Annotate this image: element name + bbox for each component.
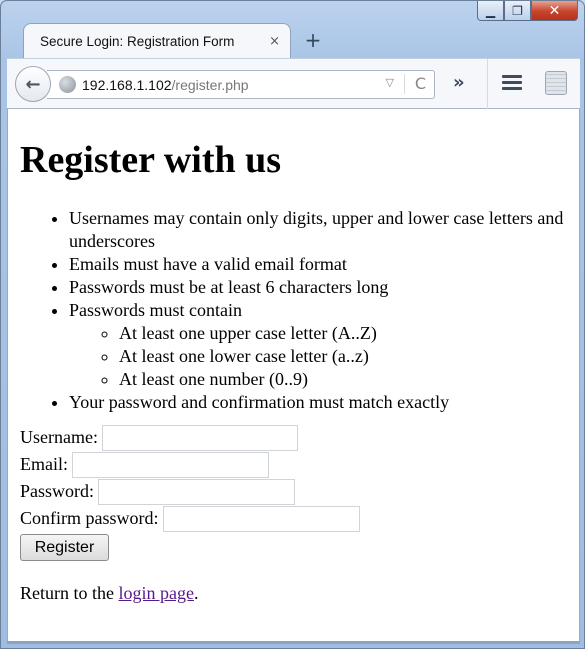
new-tab-button[interactable]: +	[304, 28, 322, 52]
username-label: Username:	[20, 427, 98, 447]
return-suffix: .	[193, 583, 199, 603]
url-dropdown-icon[interactable]: ▽	[385, 76, 394, 89]
confirm-password-row	[20, 505, 579, 532]
toolbar-divider	[487, 59, 488, 109]
page-content	[7, 109, 580, 642]
reload-icon[interactable]: C	[404, 74, 426, 94]
overflow-chevron-icon[interactable]: »	[453, 72, 465, 93]
register-button[interactable]: Register	[20, 534, 109, 561]
return-line	[20, 583, 579, 604]
rule-password-contain-label: Passwords must contain	[69, 300, 242, 320]
rule-password-match: • Your password and confirmation must match exactly	[69, 391, 579, 414]
password-input[interactable]	[98, 479, 295, 505]
window-controls	[477, 1, 578, 21]
hamburger-menu-icon[interactable]	[502, 75, 522, 91]
maximize-button[interactable]: ❐	[504, 1, 531, 21]
rule-password-length: • Passwords must be at least 6 characters long	[69, 276, 579, 299]
back-button[interactable]	[15, 66, 51, 102]
username-input[interactable]	[102, 425, 298, 451]
rule-username: • Usernames may contain only digits, upper and lower case letters and underscores	[69, 207, 579, 253]
return-prefix: Return to the	[20, 583, 119, 603]
tab-close-icon[interactable]: ×	[269, 34, 280, 49]
subrule-uppercase: ◦ At least one upper case letter (A..Z)	[119, 322, 579, 345]
registration-rules-list	[20, 207, 579, 414]
tab-title: Secure Login: Registration Form	[40, 34, 235, 49]
tab-registration[interactable]	[23, 23, 291, 59]
registration-form	[20, 424, 579, 561]
username-row	[20, 424, 579, 451]
addon-keyboard-icon[interactable]	[545, 71, 567, 95]
navigation-toolbar	[7, 58, 580, 109]
email-row	[20, 451, 579, 478]
login-page-link[interactable]: login page	[118, 583, 194, 603]
page-title: Register with us	[20, 139, 282, 181]
rule-email: • Emails must have a valid email format	[69, 253, 579, 276]
subrule-lowercase: ◦ At least one lower case letter (a..z)	[119, 345, 579, 368]
password-label: Password:	[20, 481, 95, 501]
rule-password-contain	[69, 299, 579, 391]
subrule-number: ◦ At least one number (0..9)	[119, 368, 579, 391]
email-input[interactable]	[72, 452, 269, 478]
url-path: /register.php	[171, 76, 249, 93]
window-bottom-border	[7, 641, 580, 644]
url-host: 192.168.1.102	[82, 76, 172, 93]
url-bar[interactable]	[47, 70, 435, 99]
globe-icon	[59, 76, 76, 93]
back-arrow-icon: ←	[25, 73, 41, 95]
close-window-button[interactable]: ✕	[531, 1, 578, 21]
minimize-button[interactable]: ▁	[477, 1, 504, 21]
confirm-password-label: Confirm password:	[20, 508, 159, 528]
password-row	[20, 478, 579, 505]
password-subrules-list	[69, 322, 579, 391]
email-label: Email:	[20, 454, 68, 474]
confirm-password-input[interactable]	[163, 506, 360, 532]
